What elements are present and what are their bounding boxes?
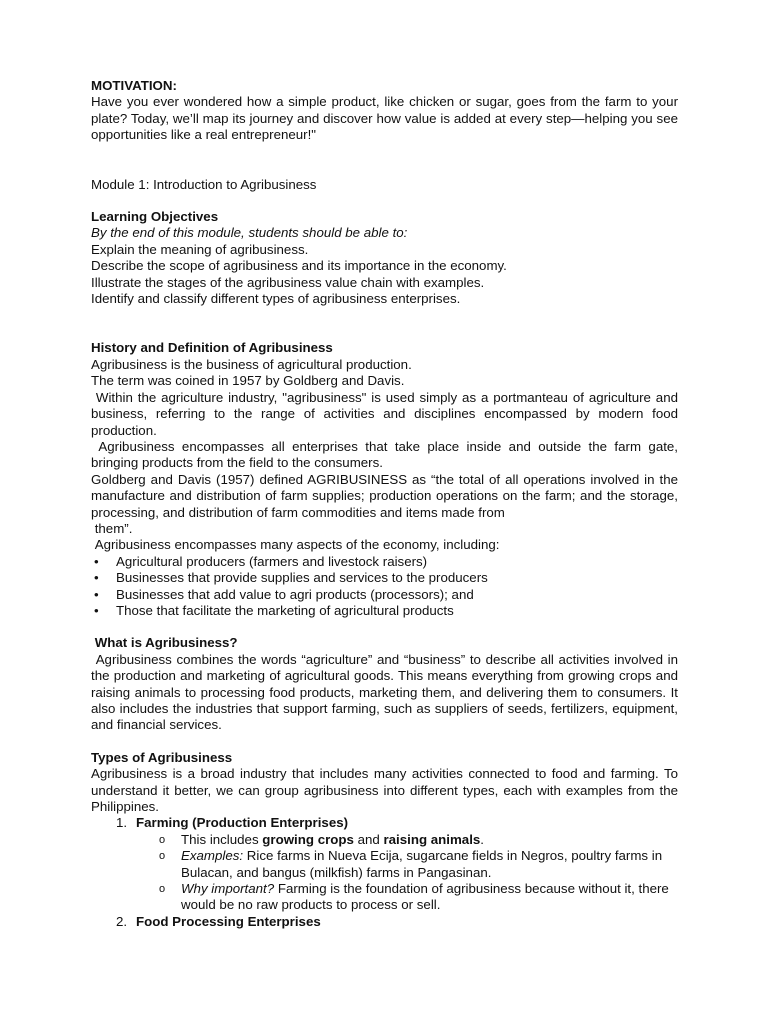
what-is-heading: What is Agribusiness? [91, 635, 238, 651]
history-paragraph: Agribusiness encompasses all enterprises that take place inside and outside the farm gate, bringing products from the field to the consumers. [91, 438, 682, 471]
bold-term: raising animals [383, 831, 481, 847]
list-item: • Businesses that provide supplies and services to the producers [91, 570, 678, 586]
definition-paragraph: Goldberg and Davis (1957) defined AGRIBUSINESS as “the total of all operations involved in the manufacture and distribution of farm supplies; production operations on the farm; and the storage, processing, and distribution of farm commodities and items made from [91, 471, 678, 520]
sub-label: Why important? [181, 881, 275, 897]
item-title: Farming (Production Enterprises) [136, 815, 349, 831]
circle-bullet-icon: o [159, 833, 166, 846]
item-number: 1. [116, 815, 128, 831]
history-line: The term was coined in 1957 by Goldberg and Davis. [91, 373, 405, 389]
objective-item: Illustrate the stages of the agribusiness value chain with examples. [91, 274, 485, 290]
motivation-text: Have you ever wondered how a simple product, like chicken or sugar, goes from the farm to your plate? Today, we’ll map its journey and discover how value is added at every step—helping you see opportunities like a real entrepreneur!" [91, 94, 678, 143]
sub-item [91, 881, 678, 914]
document-body [91, 78, 682, 930]
type-item [91, 815, 678, 831]
bold-term: growing crops [262, 831, 354, 847]
objectives-intro: By the end of this module, students should be able to: [91, 225, 408, 241]
history-heading: History and Definition of Agribusiness [91, 340, 333, 356]
history-paragraph: Within the agriculture industry, "agribusiness" is used simply as a portmanteau of agriculture and business, referring to the range of activities and disciplines encompassed by modern food production. [91, 389, 682, 438]
types-heading: Types of Agribusiness [91, 749, 233, 765]
sub-item: o This includes growing crops and raising animals. [159, 831, 484, 847]
type-item [91, 914, 678, 930]
module-title: Module 1: Introduction to Agribusiness [91, 176, 317, 192]
sub-text: Farming is the foundation of agribusiness because without it, there would be no raw products to process or sell. [181, 881, 669, 913]
item-title: Food Processing Enterprises [136, 913, 321, 929]
objectives-heading: Learning Objectives [91, 209, 219, 225]
list-item: • Businesses that add value to agri products (processors); and [91, 587, 678, 603]
circle-bullet-icon: o [159, 850, 166, 863]
motivation-heading: MOTIVATION: [91, 78, 177, 93]
what-is-text: Agribusiness combines the words “agriculture” and “business” to describe all activities involved in the production and marketing of agricultural goods. This means everything from growing crops and raising animals to processing food products, marketing them, and delivering them to consumers. It also includes the industries that support farming, such as suppliers of seeds, fertilizers, equipment, and financial services. [91, 651, 682, 733]
circle-bullet-icon: o [159, 883, 166, 896]
objective-item: Describe the scope of agribusiness and its importance in the economy. [91, 258, 507, 274]
sub-text: Rice farms in Nueva Ecija, sugarcane fields in Negros, poultry farms in Bulacan, and bangus (milkfish) farms in Pangasinan. [181, 848, 663, 880]
list-item: • Agricultural producers (farmers and livestock raisers) [91, 554, 678, 570]
sub-item [91, 848, 678, 881]
aspects-list [91, 554, 678, 620]
aspects-intro: Agribusiness encompasses many aspects of the economy, including: [91, 537, 500, 553]
objective-item: Identify and classify different types of agribusiness enterprises. [91, 291, 461, 307]
types-intro: Agribusiness is a broad industry that includes many activities connected to food and farming. To understand it better, we can group agribusiness into different types, each with examples from the Philippines. [91, 766, 678, 815]
item-number: 2. [116, 913, 128, 929]
list-item: • Those that facilitate the marketing of agricultural products [91, 603, 678, 619]
history-line: Agribusiness is the business of agricultural production. [91, 356, 412, 372]
definition-end: them”. [91, 520, 133, 536]
sub-label: Examples: [181, 848, 244, 864]
objective-item: Explain the meaning of agribusiness. [91, 241, 309, 257]
